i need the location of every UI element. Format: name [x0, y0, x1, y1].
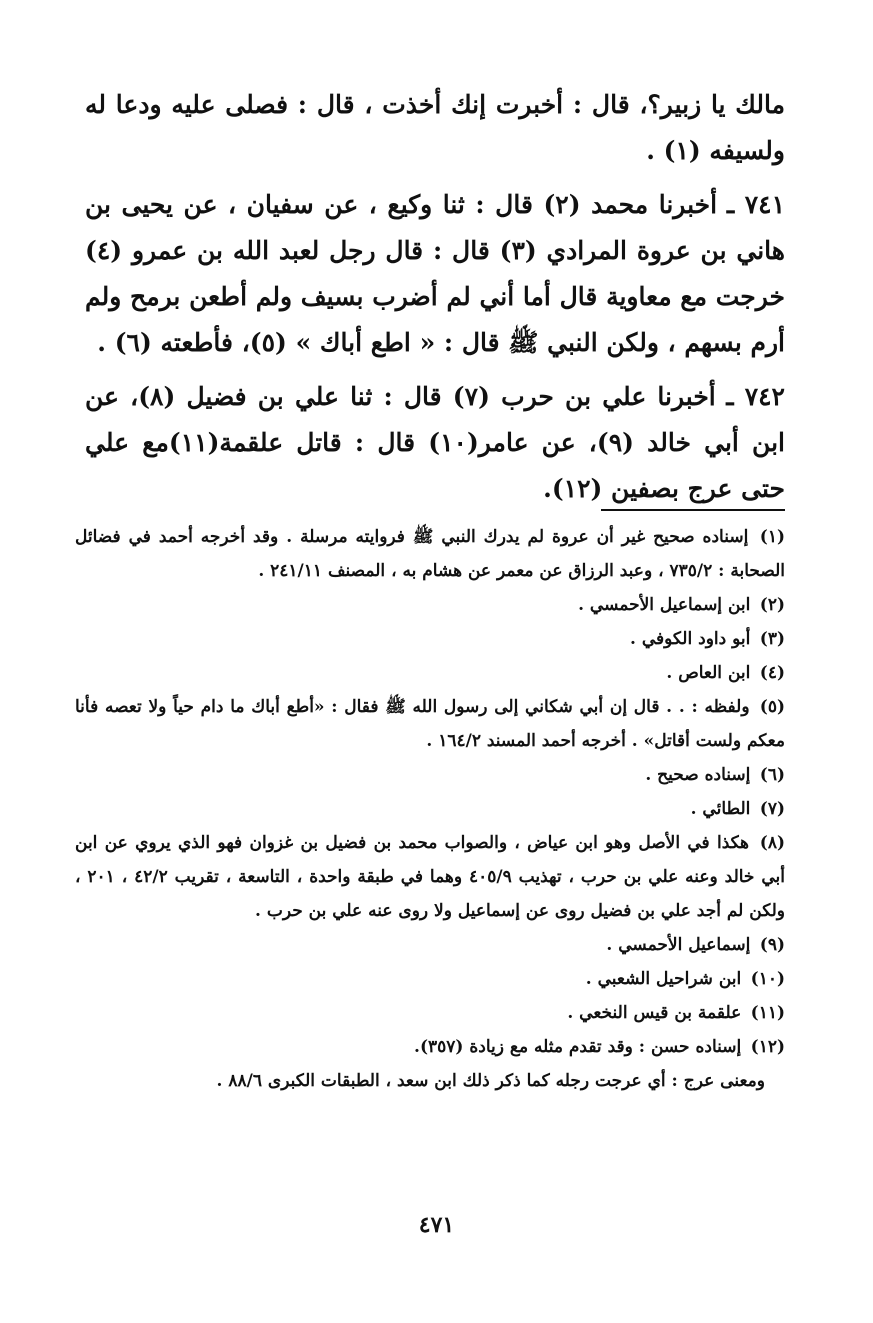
- footnote-text: إسناده صحيح غير أن عروة لم يدرك النبي ﷺ فروايته مرسلة . وقد أخرجه أحمد في فضائل الصحابة : ٧٣٥/٢ ، وعبد الرزاق عن معمر عن هشام به ، المصنف ٢٤١/١١ .: [75, 527, 785, 581]
- page-number: ٤٧١: [418, 1212, 455, 1238]
- footnote-4: [75, 656, 785, 690]
- footnote-number: (٨): [759, 833, 785, 853]
- footnote-separator: [601, 509, 785, 511]
- hadith-number: ٧٤١ ـ: [726, 190, 786, 219]
- paragraph-text: مالك يا زبير؟، قال : أخبرت إنك أخذت ، قال : فصلى عليه ودعا له ولسيفه (١) .: [85, 90, 785, 165]
- footnote-text: علقمة بن قيس النخعي .: [567, 1003, 742, 1023]
- footnote-11: [75, 996, 785, 1030]
- footnote-text: إسناده حسن : وقد تقدم مثله مع زيادة (٣٥٧).: [414, 1037, 742, 1057]
- footnote-10: [75, 962, 785, 996]
- footnote-number: (١٢): [750, 1037, 785, 1057]
- footnote-7: [75, 792, 785, 826]
- footnote-text: الطائي .: [690, 799, 751, 819]
- footnote-number: (٢): [759, 595, 785, 615]
- footnote-number: (٦): [759, 765, 785, 785]
- footnote-6: [75, 758, 785, 792]
- hadith-742: [85, 374, 785, 512]
- footnote-9: [75, 928, 785, 962]
- footnote-text: إسناده صحيح .: [645, 765, 751, 785]
- footnote-number: (١٠): [750, 969, 785, 989]
- footnote-12: [75, 1030, 785, 1064]
- footnote-text: هكذا في الأصل وهو ابن عياض ، والصواب محمد بن فضيل بن غزوان فهو الذي يروي عن ابن أبي خالد وعنه علي بن حرب ، تهذيب ٤٠٥/٩ وهما في طبقة واحدة ، التاسعة ، تقريب ٤٢/٢ ، ٢٠١ ، ولكن لم أجد علي بن فضيل روى عن إسماعيل ولا روى عنه علي بن حرب .: [75, 833, 785, 921]
- paragraph-text: أخبرنا علي بن حرب (٧) قال : ثنا علي بن فضيل (٨)، عن ابن أبي خالد (٩)، عن عامر(١٠) قال : قاتل علقمة(١١)مع علي حتى عرج بصفين (١٢).: [85, 382, 785, 503]
- paragraph-text: أخبرنا محمد (٢) قال : ثنا وكيع ، عن سفيان ، عن يحيى بن هاني بن عروة المرادي (٣) قال : قال رجل لعبد الله بن عمرو (٤) خرجت مع معاوية قال أما أني لم أضرب بسيف ولم أطعن برمح ولم أرم بسهم ، ولكن النبي ﷺ قال : « اطع أباك » (٥)، فأطعته (٦) .: [85, 190, 785, 357]
- footnote-text: إسماعيل الأحمسي .: [606, 935, 751, 955]
- footnote-text: أبو داود الكوفي .: [630, 629, 751, 649]
- footnote-number: (٤): [759, 663, 785, 683]
- footnote-1: [75, 520, 785, 588]
- footnotes: [75, 520, 785, 1098]
- footnote-12-continuation: [75, 1064, 785, 1098]
- footnote-text: ابن إسماعيل الأحمسي .: [578, 595, 751, 615]
- hadith-number: ٧٤٢ ـ: [726, 382, 785, 411]
- footnote-number: (٧): [759, 799, 785, 819]
- footnote-number: (١١): [750, 1003, 785, 1023]
- footnote-number: (٣): [759, 629, 785, 649]
- footnote-text: ومعنى عرج : أي عرجت رجله كما ذكر ذلك ابن سعد ، الطبقات الكبرى ٨٨/٦ .: [216, 1071, 765, 1091]
- hadith-741: [85, 182, 785, 366]
- footnote-number: (٥): [759, 697, 785, 717]
- footnote-2: [75, 588, 785, 622]
- footnote-text: ولفظه : . . قال إن أبي شكاني إلى رسول الله ﷺ فقال : «أطع أباك ما دام حياً ولا تعصه فأنا معكم ولست أقاتل» . أخرجه أحمد المسند ١٦٤/٢ .: [75, 697, 785, 751]
- footnote-3: [75, 622, 785, 656]
- footnote-number: (٩): [759, 935, 785, 955]
- main-text: [85, 82, 785, 520]
- footnote-text: ابن العاص .: [666, 663, 751, 683]
- main-paragraph: [85, 82, 785, 174]
- footnote-text: ابن شراحيل الشعبي .: [585, 969, 742, 989]
- footnote-5: [75, 690, 785, 758]
- footnote-number: (١): [759, 527, 785, 547]
- footnote-8: [75, 826, 785, 928]
